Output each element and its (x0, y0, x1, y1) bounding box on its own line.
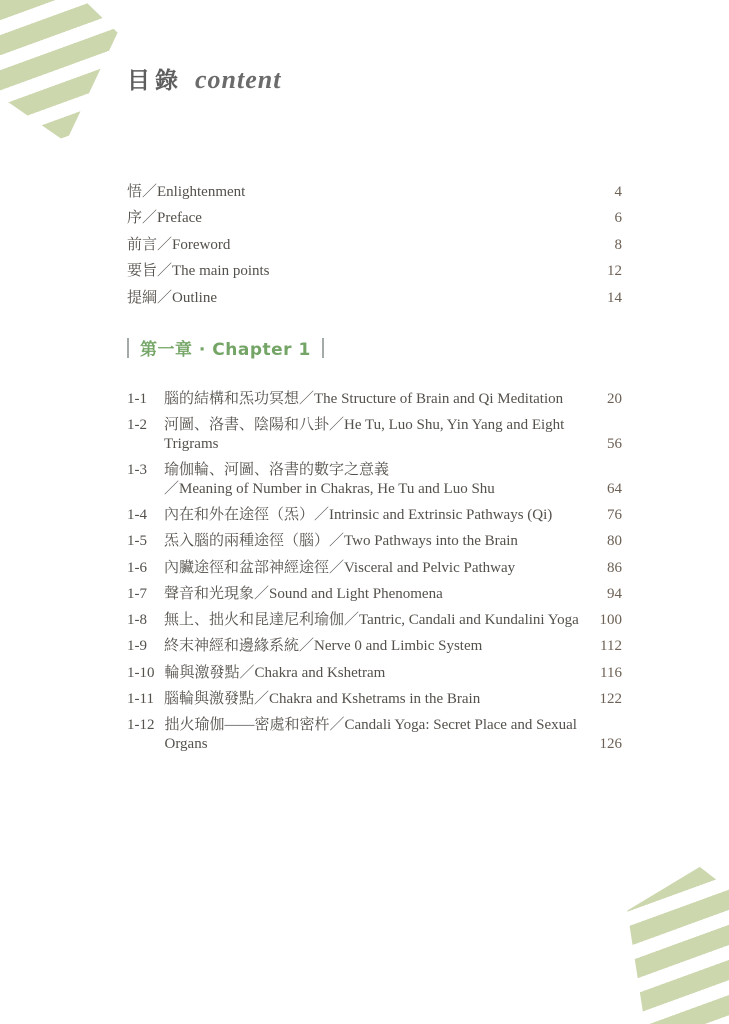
toc-row (127, 637, 622, 656)
entry-number: 1-3 (127, 462, 147, 479)
heading-divider-right (322, 338, 324, 358)
entry-number: 1-11 (127, 691, 154, 707)
entry-title (164, 461, 582, 498)
entry-page-number: 64 (607, 480, 622, 497)
entry-number: 1-7 (127, 585, 147, 602)
entry-title: 前言／Foreword (127, 236, 231, 253)
entry-title: 腦輪與激發點／Chakra and Kshetrams in the Brain (164, 691, 481, 707)
entry-title: 序／Preface (127, 210, 202, 227)
entry-title: 要旨／The main points (127, 263, 270, 280)
entry-number: 1-12 (127, 717, 155, 734)
entry-number: 1-4 (127, 506, 147, 523)
toc-row (127, 390, 622, 409)
chapter-heading-label: 第一章 · Chapter 1 (140, 340, 311, 361)
chapter-heading (127, 335, 622, 360)
entry-title: 輪與激發點／Chakra and Kshetram (164, 664, 386, 681)
entry-page-number: 14 (607, 289, 622, 306)
entry-title: 河圖、洛書、陰陽和八卦／He Tu, Luo Shu, Yin Yang and Eight Trigrams (164, 417, 565, 452)
page-title-en: content (195, 65, 282, 94)
toc-row (127, 585, 622, 604)
entry-page-number: 126 (599, 735, 622, 752)
stripes-bottom-right-decoration (612, 862, 729, 1024)
entry-title: 內臟途徑和盆部神經途徑／Visceral and Pelvic Pathway (164, 559, 516, 576)
page-title (127, 62, 622, 95)
entry-number: 1-1 (127, 391, 147, 408)
front-matter-row (127, 179, 622, 205)
entry-page-number: 100 (599, 612, 622, 629)
toc-row (127, 506, 622, 525)
entry-page-number: 12 (607, 263, 622, 280)
entry-page-number: 6 (614, 210, 622, 227)
entry-title: 內在和外在途徑（炁）／Intrinsic and Extrinsic Pathways (Qi) (164, 506, 553, 523)
entry-page-number: 76 (607, 506, 622, 523)
entry-number: 1-10 (127, 664, 155, 681)
entry-page-number: 4 (614, 184, 622, 200)
toc-row (127, 690, 622, 709)
front-matter-row (127, 205, 622, 231)
toc-row (127, 611, 622, 630)
entry-title: 拙火瑜伽——密處和密杵／Candali Yoga: Secret Place and Sexual Organs (164, 717, 577, 752)
toc-row (127, 559, 622, 578)
entry-page-number: 116 (600, 664, 622, 681)
entry-page-number: 122 (599, 691, 622, 707)
entry-number: 1-6 (127, 559, 147, 576)
toc-row (127, 532, 622, 551)
front-matter-list (127, 179, 622, 311)
entry-page-number: 8 (614, 236, 622, 253)
stripes-top-left-decoration (0, 0, 120, 142)
toc-row (127, 716, 622, 753)
entry-title: 無上、拙火和昆達尼利瑜伽／Tantric, Candali and Kundalini Yoga (164, 612, 579, 629)
entry-title: 炁入腦的兩種途徑（腦）／Two Pathways into the Brain (164, 533, 518, 550)
entry-page-number: 86 (607, 559, 622, 576)
entry-number: 1-8 (127, 612, 147, 629)
toc-row (127, 664, 622, 683)
toc-row (127, 416, 622, 453)
entry-page-number: 20 (607, 391, 622, 408)
heading-divider-left (127, 338, 129, 358)
toc-content (127, 0, 622, 761)
front-matter-row (127, 285, 622, 311)
entry-page-number: 94 (607, 585, 622, 602)
entry-title-line1: 瑜伽輪、河圖、洛書的數字之意義 (164, 462, 390, 479)
page-title-cjk: 目錄 (127, 68, 183, 94)
entry-title-line2: ／Meaning of Number in Chakras, He Tu and Luo Shu (164, 480, 495, 497)
entry-page-number: 80 (607, 533, 622, 550)
entry-title: 腦的結構和炁功冥想／The Structure of Brain and Qi Meditation (164, 391, 564, 408)
entry-title: 聲音和光現象／Sound and Light Phenomena (164, 585, 443, 602)
entry-title: 終末神經和邊緣系統／Nerve 0 and Limbic System (164, 638, 483, 655)
front-matter-row (127, 232, 622, 258)
entry-title: 悟／Enlightenment (127, 184, 246, 200)
toc-row (127, 461, 622, 498)
entry-page-number: 56 (607, 435, 622, 452)
front-matter-row (127, 258, 622, 284)
entry-number: 1-2 (127, 417, 147, 434)
entry-number: 1-5 (127, 533, 147, 550)
entry-number: 1-9 (127, 638, 147, 655)
entry-title: 提綱／Outline (127, 289, 217, 306)
chapter-toc-list (127, 390, 622, 753)
entry-page-number: 112 (600, 638, 622, 655)
